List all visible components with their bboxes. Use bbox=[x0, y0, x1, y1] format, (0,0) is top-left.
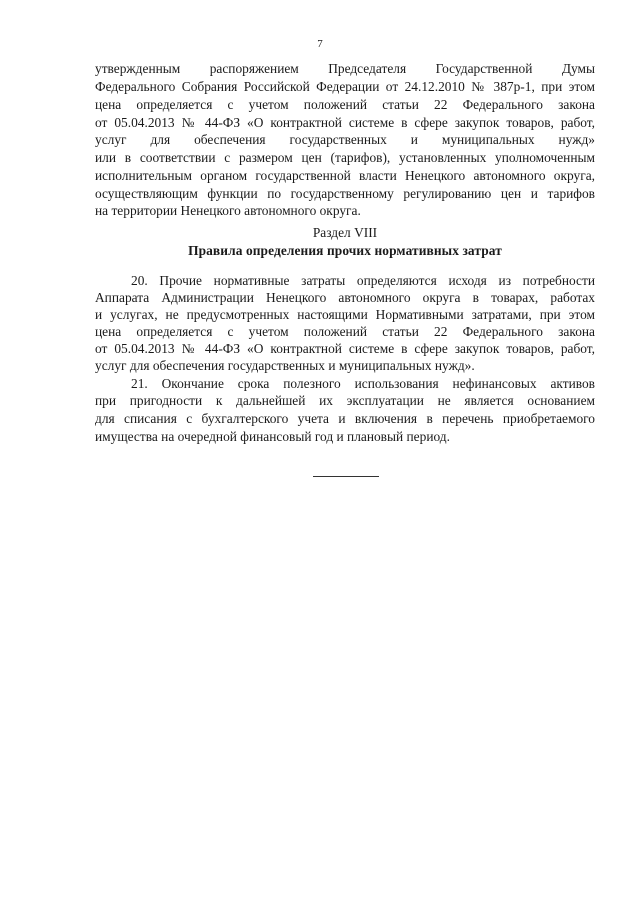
paragraph-line: 21. Окончание срока полезного использования нефинансовых активов bbox=[131, 376, 595, 391]
paragraph-line: услуг для обеспечения государственных и муниципальных нужд». bbox=[95, 358, 475, 373]
paragraph-line: цена определяется с учетом положений статьи 22 Федерального закона bbox=[95, 97, 595, 112]
paragraph-line: при пригодности к дальнейшей их эксплуатации не является основанием bbox=[95, 393, 595, 408]
paragraph-line: от 05.04.2013 № 44-ФЗ «О контрактной системе в сфере закупок товаров, работ, bbox=[95, 115, 595, 130]
section-label: Раздел VIII bbox=[312, 225, 378, 240]
page-number: 7 bbox=[317, 38, 323, 50]
paragraph-line: для списания с бухгалтерского учета и включения в перечень приобретаемого bbox=[95, 411, 595, 426]
paragraph-line: от 05.04.2013 № 44-ФЗ «О контрактной системе в сфере закупок товаров, работ, bbox=[95, 341, 595, 356]
paragraph-line: Аппарата Администрации Ненецкого автономного округа в товарах, работах bbox=[95, 290, 595, 305]
paragraph-line: осуществляющим функции по государственному регулированию цен и тарифов bbox=[95, 186, 595, 201]
paragraph-line: Федерального Собрания Российской Федерации от 24.12.2010 № 387р-1, при этом bbox=[95, 79, 595, 94]
end-rule bbox=[313, 476, 379, 477]
section-title: Правила определения прочих нормативных затрат bbox=[188, 243, 502, 258]
paragraph-line: имущества на очередной финансовый год и плановый период. bbox=[95, 429, 450, 444]
paragraph-line: цена определяется с учетом положений статьи 22 Федерального закона bbox=[95, 324, 595, 339]
paragraph-line: утвержденным распоряжением Председателя Государственной Думы bbox=[95, 61, 595, 76]
paragraph-line: исполнительным органом государственной власти Ненецкого автономного округа, bbox=[95, 168, 595, 183]
paragraph-line: и услугах, не предусмотренных настоящими Нормативными затратами, при этом bbox=[95, 307, 595, 322]
paragraph-line: 20. Прочие нормативные затраты определяются исходя из потребности bbox=[131, 273, 595, 288]
paragraph-line: услуг для обеспечения государственных и муниципальных нужд» bbox=[95, 132, 595, 147]
paragraph-line: на территории Ненецкого автономного округа. bbox=[95, 203, 361, 218]
paragraph-line: или в соответствии с размером цен (тарифов), установленных уполномоченным bbox=[95, 150, 595, 165]
